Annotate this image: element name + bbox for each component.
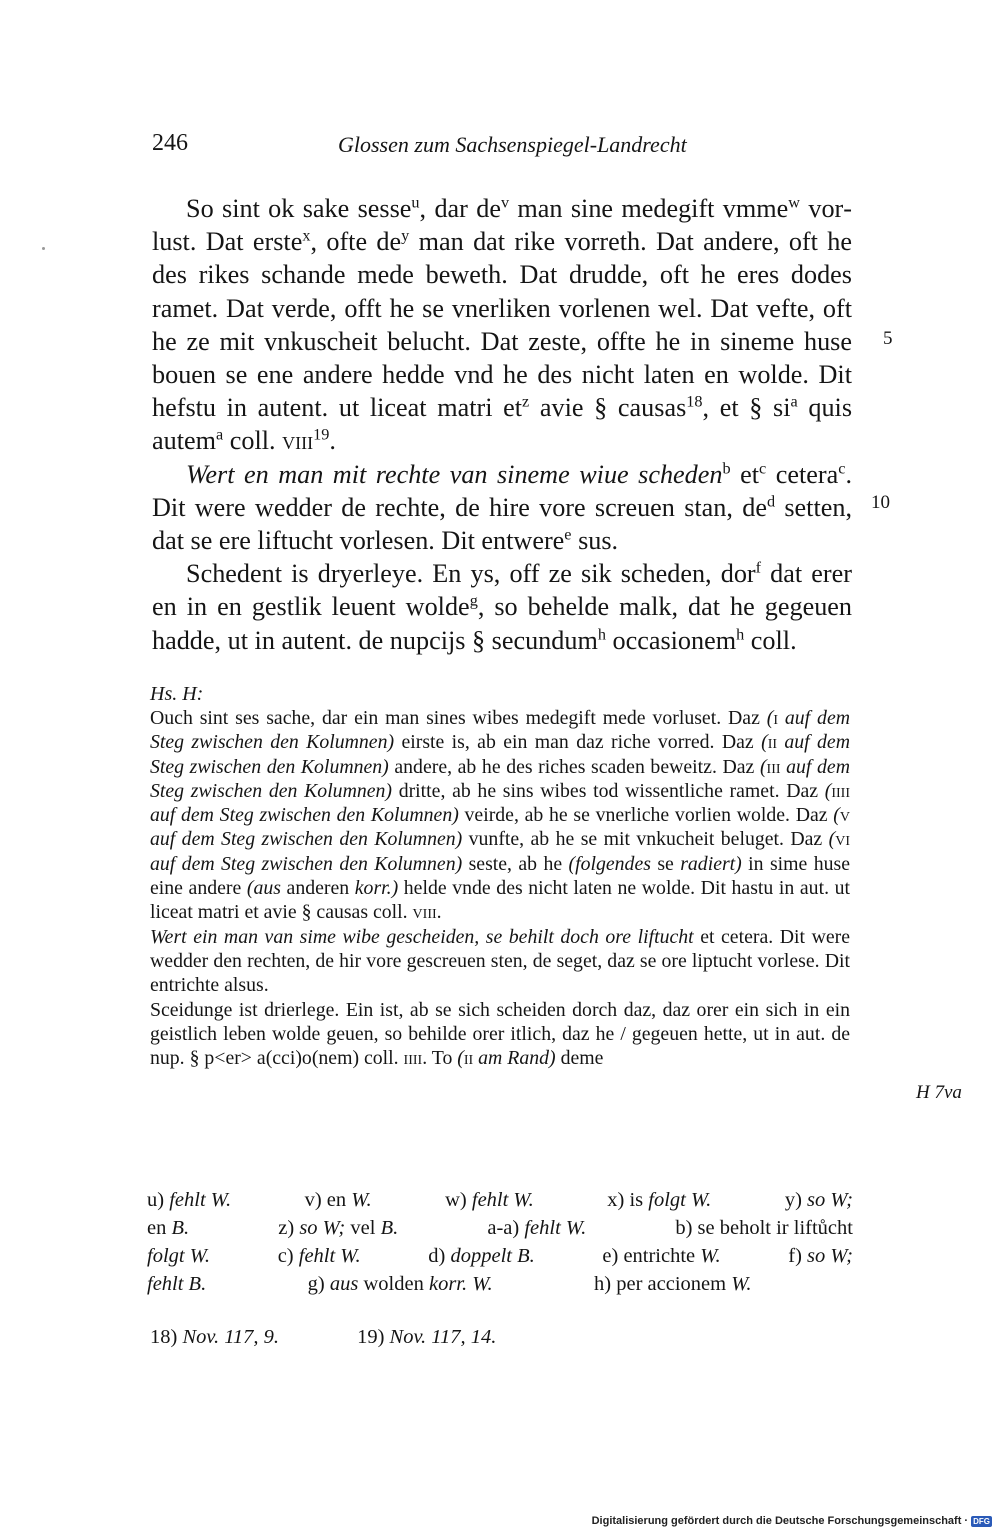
main-paragraph-3: Schedent is dryerleye. En ys, off ze sik scheden, dor$^f$ dat erer en in en gestlik leuent wolde$^g$, so behelde malk, dat he gegeuen hadde, ut in autent. de nupcijs § secundum$^h$ occasionem$^h$ coll. bbox=[152, 558, 853, 655]
apparatus-line bbox=[147, 1214, 853, 1242]
manuscript-paragraph-1: Ouch sint ses sache, dar ein man sines wibes medegift mede vorluset. Daz (i auf dem Steg zwischen den Kolumnen) eirste is, ab ein man daz riche vorred. Daz (ii auf dem Steg zwischen den Kolumnen) andere, ab he des riches scaden beweitz. Daz (iii auf dem Steg zwischen den Kolumnen) dritte, ab he sins wibes tod wissentliche ramet. Daz (iiii auf dem Steg zwischen den Kolumnen) veirde, ab he se vnerliche vorlien wolde. Daz (v auf dem Steg zwischen den Kolumnen) vunfte, ab he se mit vnkucheit beluget. Daz (vi auf dem Steg zwischen den Kolumnen) seste, ab he (folgendes se radiert) in sime huse eine andere (aus anderen korr.) helde vnde des nicht laten ne wolde. Dit hastu in aut. ut liceat matri et avie § causas coll. viii. bbox=[150, 707, 851, 924]
main-paragraph-2: Wert en man mit rechte van sineme wiue scheden$^b$ $et^c$ cetera$^c$. Dit were wedder de rechte, de hire vore screuen stan, $de^d$ setten, dat se ere liftucht vorlesen. Dit entwere$^e$ sus. bbox=[152, 458, 852, 556]
manuscript-label: Hs. H: bbox=[150, 683, 204, 705]
main-text bbox=[152, 192, 852, 657]
margin-note: H 7va bbox=[916, 1082, 962, 1103]
apparatus-entry: z) so W; vel B. bbox=[278, 1217, 399, 1239]
apparatus-entry: h) per accionem W. bbox=[594, 1273, 752, 1295]
apparatus-line bbox=[147, 1186, 853, 1214]
page-number: 246 bbox=[152, 130, 188, 156]
apparatus-entry: w) fehlt W. bbox=[445, 1189, 534, 1211]
apparatus-entry: fehlt B. bbox=[147, 1273, 207, 1295]
apparatus-entry: v) en W. bbox=[304, 1189, 372, 1211]
apparatus-entry: en B. bbox=[147, 1217, 190, 1239]
apparatus-entry: c) fehlt W. bbox=[277, 1245, 361, 1267]
apparatus-entry: e) entrichte W. bbox=[602, 1245, 721, 1267]
dfg-logo: DFG bbox=[973, 1516, 990, 1526]
apparatus-entry: y) so W; bbox=[784, 1189, 853, 1211]
footer-credit-text: Digitalisierung gefördert durch die Deutsche Forschungsgemeinschaft · bbox=[591, 1515, 969, 1527]
manuscript-text bbox=[150, 706, 850, 1070]
apparatus-entry: u) fehlt W. bbox=[147, 1189, 232, 1211]
scan-speck bbox=[42, 247, 45, 250]
manuscript-paragraph-3: Sceidunge ist drierlege. Ein ist, ab se sich scheiden dorch daz, daz orer ein sich in ein geistlich leben wolde geuen, so behilde orer itlich, daz he / gegeuen hette, ut in aut. de nup. § p<er> a(cci)o(nem) coll. iiii. To (ii am Rand) deme bbox=[150, 998, 850, 1070]
footer-credit bbox=[592, 1515, 992, 1527]
apparatus-line bbox=[147, 1242, 853, 1270]
apparatus-entry: folgt W. bbox=[147, 1245, 211, 1267]
footnotes bbox=[150, 1326, 496, 1349]
manuscript-paragraph-2: Wert ein man van sime wibe gescheiden, se behilt doch ore liftucht et cetera. Dit were wedder den rechten, de hir vore gescreuen sten, de seget, daz se ore liptucht vorlese. Dit entrichte alsus. bbox=[150, 925, 850, 997]
main-paragraph-1: So sint ok sake sesse$^u$, dar $de^v$ man sine medegift vmme$^w$ vorlust. Dat erste$^x$, ofte $de^y$ man dat rike vorreth. Dat andere, oft he des rikes schande mede beweth. Dat drudde, oft he eres dodes ramet. Dat verde, offt he se vnerliken vorlenen wel. Dat vefte, oft he ze mit vnkuscheit belucht. Dat zeste, offte he in sineme huse bouen se ene andere hedde vnd he des nicht laten en wolde. Dit hefstu in autent. ut liceat matri $et^z$ avie § causas$^{18}$, et § $si^a$ quis autem$^a$ coll. viii$^{19}$. bbox=[152, 193, 853, 456]
apparatus-entry: a-a) fehlt W. bbox=[487, 1217, 587, 1239]
apparatus-line bbox=[147, 1270, 853, 1298]
apparatus-entry: x) is folgt W. bbox=[607, 1189, 712, 1211]
line-number-10: 10 bbox=[871, 492, 890, 513]
line-number-5: 5 bbox=[883, 328, 893, 349]
apparatus-entry: d) doppelt B. bbox=[428, 1245, 535, 1267]
footnote: 18) Nov. 117, 9. bbox=[150, 1326, 280, 1348]
apparatus-entry: g) aus wolden korr. W. bbox=[307, 1273, 493, 1295]
apparatus-notes bbox=[147, 1186, 853, 1298]
apparatus-entry: b) se beholt ir liftůcht bbox=[675, 1217, 853, 1239]
running-title: Glossen zum Sachsenspiegel-Landrecht bbox=[338, 132, 687, 157]
apparatus-entry: f) so W; bbox=[788, 1245, 853, 1267]
footnote: 19) Nov. 117, 14. bbox=[357, 1326, 497, 1348]
